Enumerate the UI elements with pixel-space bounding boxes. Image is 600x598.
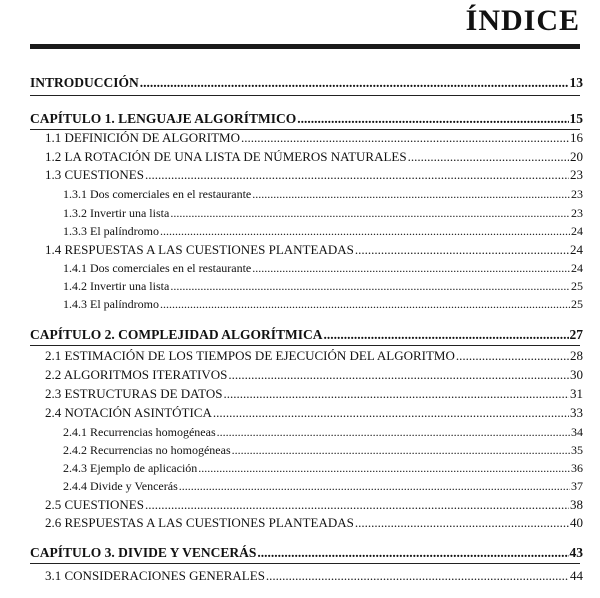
toc-entry-label: 2.3 ESTRUCTURAS DE DATOS [45,386,223,401]
toc-entry-1-4[interactable] [45,241,583,259]
dot-leader [232,441,570,459]
toc-page-number: 35 [571,443,583,457]
toc-entry-label: 1.4.3 El palíndromo [63,297,159,311]
dot-leader [252,185,570,203]
toc-entry-2-2[interactable] [45,366,583,384]
toc-page-number: 28 [570,348,583,363]
toc-entry-label: 1.4.2 Invertir una lista [63,279,170,293]
toc-page-number: 43 [569,545,583,560]
toc-entry-1-1[interactable] [45,129,583,147]
toc-entry-label: CAPÍTULO 1. LENGUAJE ALGORÍTMICO [30,111,297,126]
dot-leader [213,404,569,422]
dot-leader [145,166,569,184]
toc-page-number: 25 [571,297,583,311]
toc-page-number: 31 [570,386,583,401]
dot-leader [355,241,569,259]
toc-entry-2-4-4[interactable] [63,477,583,495]
toc-page-number: 25 [571,279,583,293]
toc-entry-chapter-1[interactable] [30,110,583,128]
toc-page-number: 24 [571,261,583,275]
toc-entry-label: 2.4.1 Recurrencias homogéneas [63,425,216,439]
toc-entry-1-4-1[interactable] [63,259,583,277]
dot-leader [297,110,568,128]
toc-page-number: 34 [571,425,583,439]
toc-page-number: 15 [569,111,583,126]
toc-page-number: 23 [571,206,583,220]
section-divider [30,563,580,564]
section-divider [30,95,580,96]
toc-entry-1-4-3[interactable] [63,295,583,313]
section-divider [30,345,580,346]
toc-page-number: 30 [570,367,583,382]
dot-leader [140,74,569,92]
dot-leader [223,385,569,403]
toc-entry-label: 2.4 NOTACIÓN ASINTÓTICA [45,405,212,420]
toc-entry-label: 1.2 LA ROTACIÓN DE UNA LISTA DE NÚMEROS NATURALES [45,149,407,164]
dot-leader [257,544,568,562]
toc-page-number: 13 [569,75,583,90]
toc-page-number: 40 [570,515,583,530]
toc-entry-1-3-2[interactable] [63,204,583,222]
dot-leader [228,366,569,384]
toc-page-number: 23 [570,167,583,182]
toc-entry-label: INTRODUCCIÓN [30,75,139,90]
dot-leader [355,514,569,532]
title-rule [30,44,580,49]
toc-entry-label: CAPÍTULO 3. DIVIDE Y VENCERÁS [30,545,257,560]
dot-leader [324,326,569,344]
dot-leader [198,459,570,477]
toc-entry-label: 2.2 ALGORITMOS ITERATIVOS [45,367,228,382]
toc-entry-1-4-2[interactable] [63,277,583,295]
toc-entry-introduccion[interactable] [30,74,583,92]
dot-leader [252,259,570,277]
toc-entry-label: 1.3.1 Dos comerciales en el restaurante [63,187,252,201]
toc-entry-2-4-3[interactable] [63,459,583,477]
toc-entry-2-6[interactable] [45,514,583,532]
toc-entry-label: 1.3.3 El palíndromo [63,224,159,238]
toc-page-number: 37 [571,479,583,493]
toc-entry-label: 2.5 CUESTIONES [45,497,144,512]
toc-entry-label: 3.1 CONSIDERACIONES GENERALES [45,568,265,583]
dot-leader [408,148,569,166]
dot-leader [160,295,570,313]
toc-entry-2-4-2[interactable] [63,441,583,459]
toc-entry-label: 1.4 RESPUESTAS A LAS CUESTIONES PLANTEADAS [45,242,354,257]
toc-entry-1-3-1[interactable] [63,185,583,203]
toc-entry-label: 2.6 RESPUESTAS A LAS CUESTIONES PLANTEADAS [45,515,354,530]
toc-page-number: 44 [570,568,583,583]
toc-page-number: 20 [570,149,583,164]
toc-entry-3-1[interactable] [45,567,583,585]
toc-entry-1-3[interactable] [45,166,583,184]
toc-entry-chapter-3[interactable] [30,544,583,562]
dot-leader [241,129,569,147]
page-title: ÍNDICE [465,4,580,37]
toc-page-number: 27 [569,327,583,342]
toc-entry-label: 1.3.2 Invertir una lista [63,206,170,220]
toc-entry-label: 1.3 CUESTIONES [45,167,144,182]
dot-leader [145,496,569,514]
toc-entry-1-3-3[interactable] [63,222,583,240]
dot-leader [179,477,570,495]
toc-entry-label: 2.4.3 Ejemplo de aplicación [63,461,198,475]
toc-entry-2-3[interactable] [45,385,583,403]
dot-leader [170,277,570,295]
toc-entry-label: 1.4.1 Dos comerciales en el restaurante [63,261,252,275]
toc-entry-label: 2.1 ESTIMACIÓN DE LOS TIEMPOS DE EJECUCIÓN DEL ALGORITMO [45,348,455,363]
toc-page-number: 36 [571,461,583,475]
toc-entry-label: 2.4.4 Divide y Vencerás [63,479,178,493]
toc-page-number: 33 [570,405,583,420]
toc-entry-2-1[interactable] [45,347,583,365]
toc-entry-2-5[interactable] [45,496,583,514]
toc-page-number: 38 [570,497,583,512]
toc-page-number: 24 [570,242,583,257]
toc-entry-label: 2.4.2 Recurrencias no homogéneas [63,443,231,457]
toc-page-number: 16 [570,130,583,145]
toc-entry-label: CAPÍTULO 2. COMPLEJIDAD ALGORÍTMICA [30,327,323,342]
toc-entry-2-4-1[interactable] [63,423,583,441]
toc-page-number: 23 [571,187,583,201]
toc-entry-chapter-2[interactable] [30,326,583,344]
toc-entry-2-4[interactable] [45,404,583,422]
toc-entry-1-2[interactable] [45,148,583,166]
dot-leader [160,222,570,240]
dot-leader [217,423,570,441]
toc-page-number: 24 [571,224,583,238]
toc-entry-label: 1.1 DEFINICIÓN DE ALGORITMO [45,130,240,145]
dot-leader [170,204,570,222]
dot-leader [266,567,569,585]
dot-leader [456,347,569,365]
